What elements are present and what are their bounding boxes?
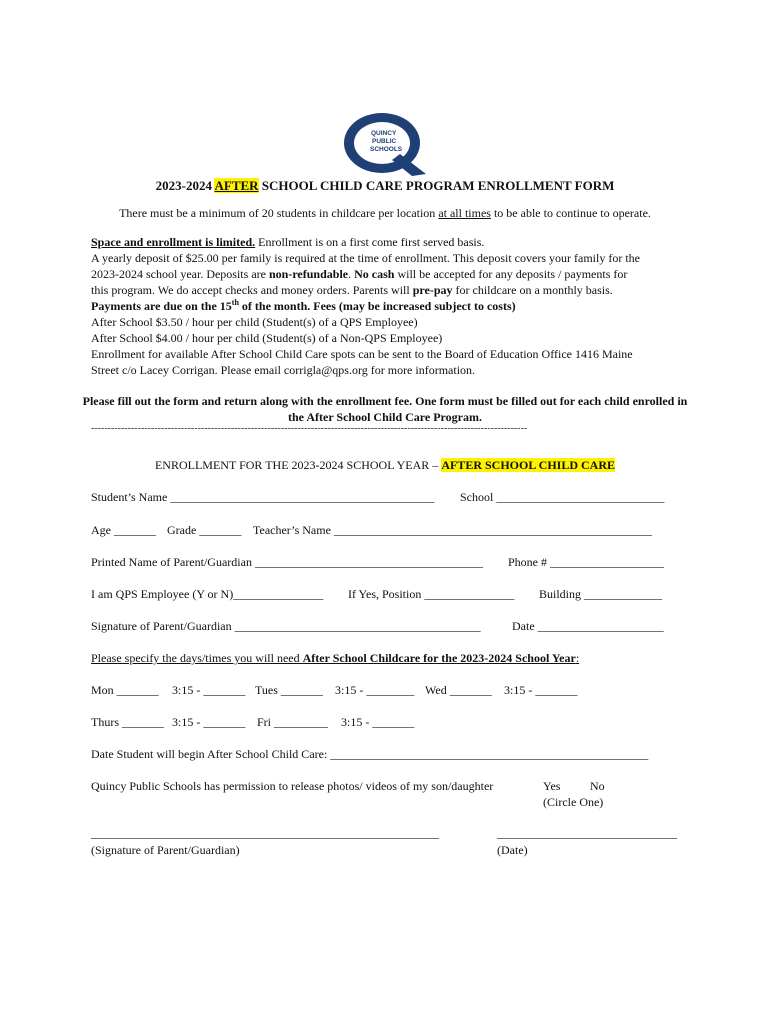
min-note-underlined: at all times <box>438 206 491 220</box>
days-prompt-c: : <box>575 651 580 665</box>
info-line-6: After School $3.50 / hour per child (Student(s) of a QPS Employee) <box>91 315 418 329</box>
non-refundable-text: non-refundable <box>268 267 349 281</box>
payments-due-text: Payments are due on the 15 <box>91 299 232 313</box>
info-line-8: Enrollment for available After School Child Care spots can be sent to the Board of Education Office 1416 Maine <box>91 347 633 361</box>
tues-field[interactable]: Tues _______ <box>255 683 323 697</box>
thurs-field[interactable]: Thurs _______ <box>91 715 164 729</box>
info-line-2: A yearly deposit of $25.00 per family is required at the time of enrollment. This deposit covers your family for the <box>91 251 640 265</box>
enrollment-heading-highlight: AFTER SCHOOL CHILD CARE <box>441 458 616 472</box>
info-line-4 <box>91 282 613 298</box>
pre-pay-text: pre-pay <box>412 283 453 297</box>
fri-time-field[interactable]: 3:15 - _______ <box>341 715 415 729</box>
days-prompt-a: Please specify the days/times you will need <box>91 651 303 665</box>
title-rest: SCHOOL CHILD CARE PROGRAM ENROLLMENT FORM <box>258 178 615 193</box>
permission-no-option[interactable]: No <box>590 779 605 793</box>
logo-text-line-1: QUINCY <box>371 130 397 137</box>
start-date-field[interactable]: Date Student will begin After School Child Care: _____________________________________________________ <box>91 747 649 761</box>
parent-name-field[interactable]: Printed Name of Parent/Guardian ______________________________________ <box>91 555 483 569</box>
circle-one-note: (Circle One) <box>543 795 604 809</box>
teacher-name-field[interactable]: Teacher’s Name _____________________________________________________ <box>253 523 652 537</box>
space-limited-rest: Enrollment is on a first come first served basis. <box>255 235 485 249</box>
building-field[interactable]: Building _____________ <box>539 587 663 601</box>
grade-field[interactable]: Grade _______ <box>167 523 242 537</box>
days-prompt <box>91 650 579 666</box>
info-line-1 <box>91 234 484 250</box>
mon-time-field[interactable]: 3:15 - _______ <box>172 683 246 697</box>
wed-time-field[interactable]: 3:15 - _______ <box>504 683 578 697</box>
title-year: 2023-2024 <box>155 178 215 193</box>
separator-line: ----------------------------------------------------------------------------------------------------------------------------------- <box>91 423 528 434</box>
qps-employee-field[interactable]: I am QPS Employee (Y or N)_______________ <box>91 587 324 601</box>
info-line-3-a: 2023-2024 school year. Deposits are <box>91 267 269 281</box>
info-line-3-e: will be accepted for any deposits / payments for <box>394 267 628 281</box>
form-title <box>0 178 770 194</box>
signature-field[interactable]: Signature of Parent/Guardian _________________________________________ <box>91 619 481 633</box>
info-line-3-c: . <box>348 267 355 281</box>
space-limited-label: Space and enrollment is limited. <box>91 235 256 249</box>
permission-yes-option[interactable]: Yes <box>543 779 561 793</box>
phone-field[interactable]: Phone # ___________________ <box>508 555 664 569</box>
days-prompt-b: After School Childcare for the 2023-2024 School Year <box>302 651 576 665</box>
position-field[interactable]: If Yes, Position _______________ <box>348 587 515 601</box>
date-field[interactable]: Date _____________________ <box>512 619 664 633</box>
bottom-signature-label: (Signature of Parent/Guardian) <box>91 843 240 857</box>
min-note-after: to be able to continue to operate. <box>490 206 651 220</box>
age-field[interactable]: Age _______ <box>91 523 156 537</box>
info-line-3 <box>91 266 627 282</box>
quincy-public-schools-logo <box>338 110 432 178</box>
bottom-date-label: (Date) <box>497 843 528 857</box>
fri-field[interactable]: Fri _________ <box>257 715 329 729</box>
logo-text-line-2: PUBLIC <box>372 138 397 145</box>
thurs-time-field[interactable]: 3:15 - _______ <box>172 715 246 729</box>
bottom-date-line[interactable]: ______________________________ <box>497 826 677 840</box>
logo-q-icon <box>338 110 432 178</box>
payments-due-rest: of the month. Fees (may be increased subject to costs) <box>238 299 516 313</box>
minimum-students-note <box>0 206 770 221</box>
enrollment-heading-text: ENROLLMENT FOR THE 2023-2024 SCHOOL YEAR – <box>154 458 442 472</box>
bottom-signature-line[interactable]: __________________________________________________________ <box>91 826 439 840</box>
info-line-7: After School $4.00 / hour per child (Student(s) of a Non-QPS Employee) <box>91 331 443 345</box>
tues-time-field[interactable]: 3:15 - ________ <box>335 683 415 697</box>
no-cash-text: No cash <box>354 267 395 281</box>
instructions: Please fill out the form and return along with the enrollment fee. One form must be filled out for each child enrolled in the After School Child Care Program. <box>82 394 688 424</box>
student-name-field[interactable]: Student’s Name ____________________________________________ <box>91 490 435 504</box>
school-field[interactable]: School ____________________________ <box>460 490 665 504</box>
photo-permission-text: Quincy Public Schools has permission to release photos/ videos of my son/daughter <box>91 779 494 793</box>
info-line-4-c: for childcare on a monthly basis. <box>452 283 613 297</box>
info-line-9: Street c/o Lacey Corrigan. Please email corrigla@qps.org for more information. <box>91 363 476 377</box>
wed-field[interactable]: Wed _______ <box>425 683 492 697</box>
info-line-5 <box>91 298 516 314</box>
logo-text-line-3: SCHOOLS <box>370 146 403 153</box>
title-highlight: AFTER <box>214 178 259 193</box>
info-line-4-a: this program. We do accept checks and money orders. Parents will <box>91 283 413 297</box>
mon-field[interactable]: Mon _______ <box>91 683 159 697</box>
payments-due-sup: th <box>231 298 239 307</box>
enrollment-heading <box>0 458 770 473</box>
min-note-before: There must be a minimum of 20 students in childcare per location <box>119 206 439 220</box>
